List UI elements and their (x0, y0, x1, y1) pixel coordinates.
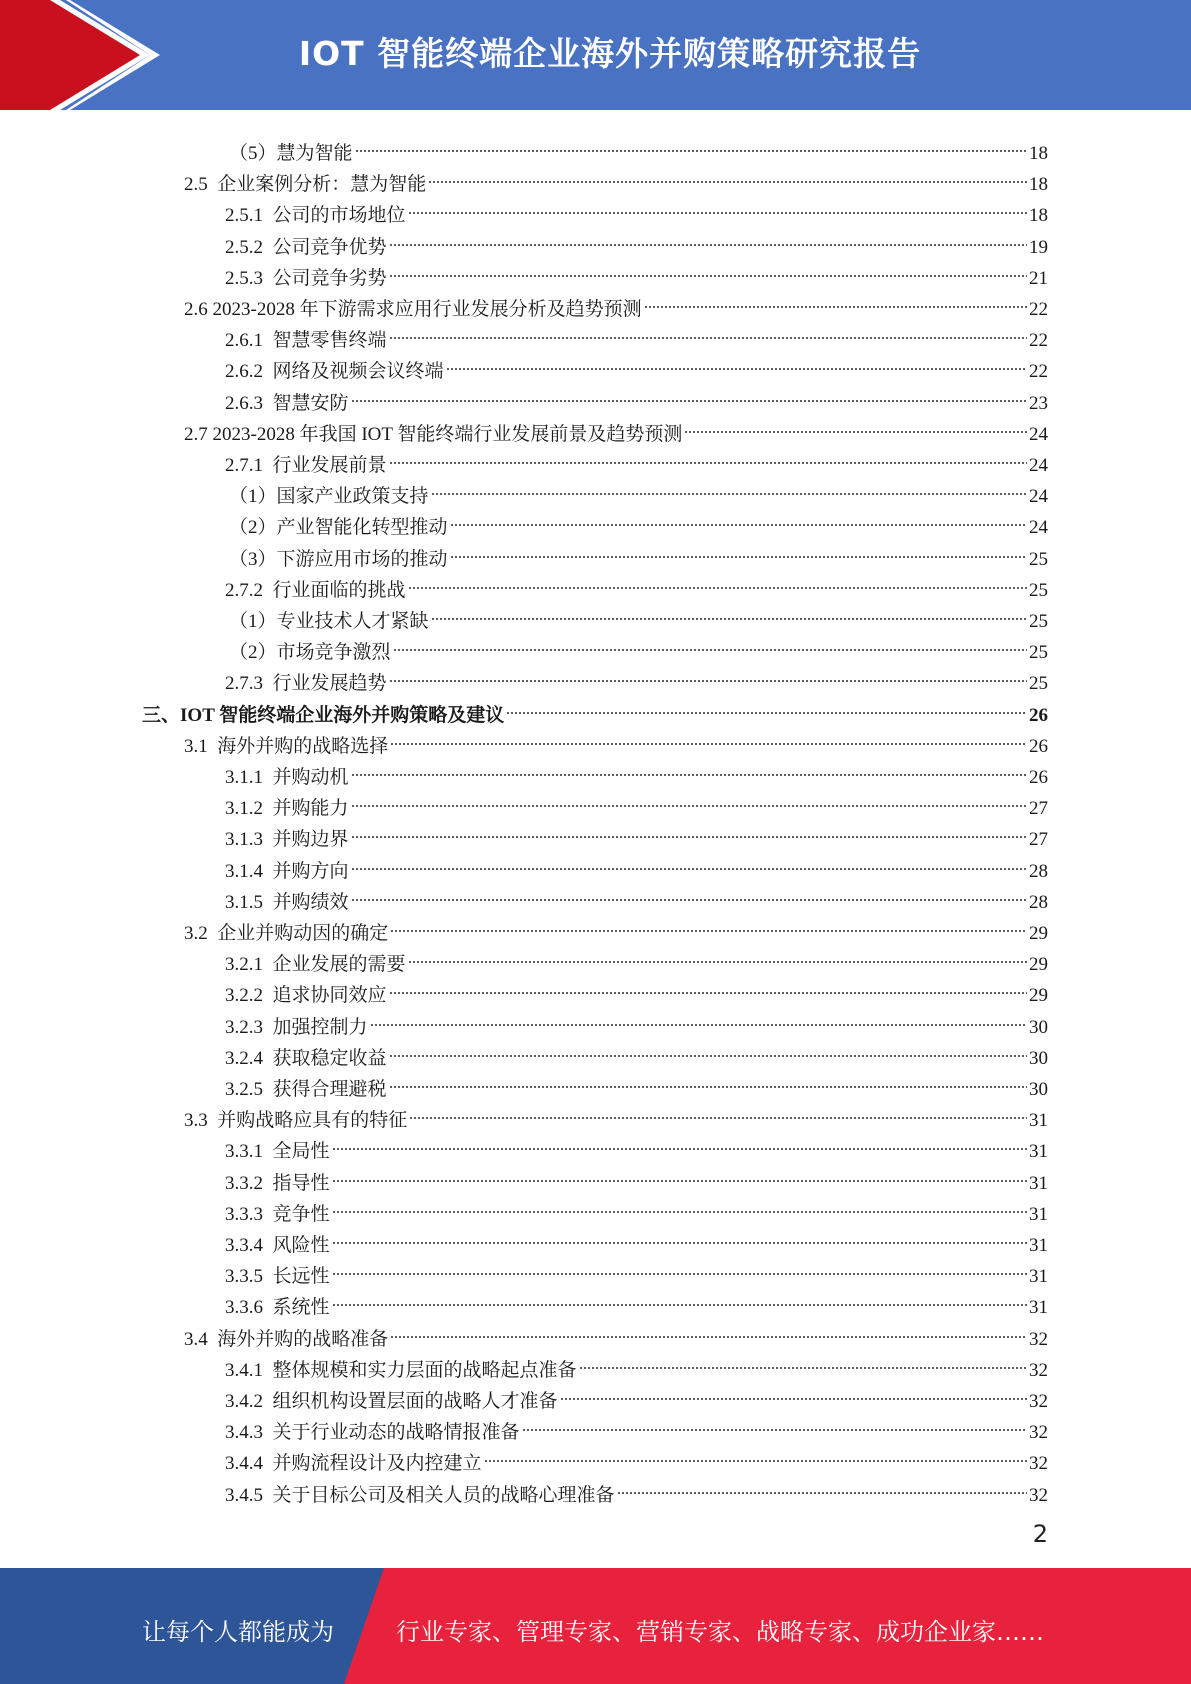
toc-entry-title: 行业发展前景 (272, 455, 387, 476)
toc-dot-leader (484, 1438, 1027, 1469)
toc-entry[interactable] (184, 1314, 1048, 1350)
toc-entry[interactable] (225, 1438, 1048, 1475)
toc-entry-page: 32 (1029, 1422, 1048, 1444)
toc-entry-title: 2023-2028 年我国 IOT 智能终端行业发展前景及趋势预测 (212, 423, 683, 445)
footer-roles: 行业专家、管理专家、营销专家、战略专家、成功企业家…… (396, 1618, 1044, 1646)
toc-entry-number: 2.7 (184, 423, 213, 445)
toc-entry-number: 2.5.3 (225, 267, 273, 289)
toc-entry-title: （1）专业技术人才紧缺 (229, 611, 429, 632)
toc-entry-number: 2.7.2 (225, 579, 273, 601)
toc-dot-leader (332, 1282, 1027, 1313)
toc-entry-number: 2.7.1 (225, 455, 273, 476)
toc-dot-leader (450, 534, 1027, 565)
toc-dot-leader (506, 690, 1027, 721)
toc-dot-leader (332, 1189, 1027, 1220)
toc-dot-leader (389, 658, 1027, 689)
toc-entry-page: 19 (1029, 236, 1048, 258)
toc-entry[interactable] (184, 284, 1048, 320)
toc-entry-page: 30 (1029, 1079, 1048, 1100)
toc-entry-page: 24 (1029, 455, 1048, 476)
toc-dot-leader (389, 253, 1027, 284)
toc-dot-leader (390, 1314, 1027, 1345)
toc-entry-title: 风险性 (272, 1235, 330, 1256)
toc-entry-number: 3.4.3 (225, 1422, 273, 1444)
toc-entry-page: 31 (1029, 1141, 1048, 1163)
toc-entry[interactable] (225, 1126, 1048, 1163)
toc-entry-page: 24 (1029, 423, 1048, 445)
toc-entry[interactable] (225, 970, 1048, 1007)
toc-entry[interactable] (229, 627, 1048, 664)
toc-entry-page: 32 (1029, 1453, 1048, 1475)
toc-entry-page: 18 (1029, 143, 1048, 164)
toc-entry[interactable] (142, 690, 1048, 726)
toc-dot-leader (409, 1095, 1027, 1126)
toc-entry-title: 公司竞争劣势 (272, 267, 387, 289)
toc-entry-page: 22 (1029, 361, 1048, 383)
toc-entry[interactable] (225, 565, 1048, 601)
toc-entry-number: 3.1.4 (225, 860, 273, 882)
toc-entry-page: 27 (1029, 798, 1048, 820)
toc-entry-title: 全局性 (272, 1141, 330, 1163)
toc-dot-leader (351, 378, 1027, 409)
toc-entry-number: 3.2.2 (225, 985, 273, 1007)
toc-dot-leader (446, 346, 1027, 377)
toc-entry-title: 并购方向 (272, 860, 349, 882)
toc-entry-title: 海外并购的战略选择 (217, 735, 389, 757)
toc-entry-number: 2.5.2 (225, 236, 273, 258)
toc-entry-title: 关于行业动态的战略情报准备 (272, 1422, 520, 1444)
toc-entry-title: 关于目标公司及相关人员的战略心理准备 (272, 1484, 615, 1506)
toc-entry[interactable] (229, 596, 1048, 632)
toc-entry[interactable] (184, 1095, 1048, 1132)
toc-dot-leader (428, 159, 1027, 190)
toc-entry[interactable] (184, 159, 1048, 196)
toc-entry-number: 3.3.1 (225, 1141, 273, 1163)
toc-dot-leader (351, 846, 1027, 877)
toc-entry[interactable] (225, 939, 1048, 976)
toc-dot-leader (389, 1064, 1027, 1095)
toc-entry-page: 18 (1029, 174, 1048, 196)
toc-entry-title: 行业面临的挑战 (272, 579, 406, 601)
toc-entry-number: 3.3.6 (225, 1297, 273, 1319)
toc-dot-leader (522, 1407, 1027, 1438)
toc-entry-title: 公司竞争优势 (272, 236, 387, 258)
toc-entry-number: 2.5 (184, 174, 218, 196)
toc-entry[interactable] (229, 128, 1048, 164)
toc-dot-leader (351, 752, 1027, 783)
report-title: IOT 智能终端企业海外并购策略研究报告 (298, 34, 922, 73)
toc-entry[interactable] (229, 502, 1048, 539)
toc-entry-page: 30 (1029, 1016, 1048, 1038)
toc-dot-leader (617, 1470, 1027, 1501)
toc-entry[interactable] (184, 721, 1048, 757)
toc-entry-page: 26 (1029, 767, 1048, 788)
toc-entry-title: 并购流程设计及内控建立 (272, 1453, 482, 1475)
toc-entry-title: 并购边界 (272, 829, 349, 851)
toc-entry-title: 网络及视频会议终端 (272, 361, 444, 383)
toc-entry-number: 3.3.3 (225, 1203, 273, 1225)
toc-entry[interactable] (229, 534, 1048, 570)
toc-entry-page: 25 (1029, 611, 1048, 632)
toc-entry-title: 组织机构设置层面的战略人才准备 (272, 1391, 558, 1412)
toc-entry[interactable] (225, 1158, 1048, 1194)
toc-entry-title: 行业发展趋势 (272, 673, 387, 695)
toc-entry-number: 3.4.5 (225, 1484, 273, 1506)
toc-entry[interactable] (184, 908, 1048, 944)
toc-entry-page: 31 (1029, 1110, 1048, 1132)
toc-entry[interactable] (225, 846, 1048, 882)
page-header (0, 0, 1191, 110)
toc-entry-number: 3.2.3 (225, 1016, 273, 1038)
toc-entry-title: 追求协同效应 (272, 985, 387, 1007)
toc-entry[interactable] (225, 253, 1048, 289)
toc-dot-leader (408, 190, 1027, 221)
toc-entry-page: 18 (1029, 205, 1048, 227)
toc-entry[interactable] (225, 222, 1048, 258)
toc-entry[interactable] (225, 1251, 1048, 1288)
toc-entry-page: 26 (1029, 735, 1048, 757)
toc-entry-number: 2.6.1 (225, 330, 273, 352)
toc-entry-number: 2.6 (184, 299, 213, 320)
toc-entry-number: 3.2 (184, 923, 218, 944)
toc-entry-title: 智慧安防 (272, 392, 349, 414)
toc-entry-number: 3.1.2 (225, 798, 273, 820)
toc-entry-title: 系统性 (272, 1297, 330, 1319)
toc-entry-title: 获取稳定收益 (272, 1047, 387, 1069)
toc-entry-page: 31 (1029, 1235, 1048, 1256)
footer-slogan: 让每个人都能成为 (142, 1618, 334, 1646)
toc-entry-number: 3.1 (184, 735, 218, 757)
toc-dot-leader (390, 908, 1027, 939)
toc-entry-number: 3.2.1 (225, 954, 273, 976)
toc-entry-page: 25 (1029, 642, 1048, 664)
toc-entry-page: 31 (1029, 1172, 1048, 1194)
toc-entry-number: 2.6.2 (225, 361, 273, 383)
toc-entry-page: 28 (1029, 891, 1048, 913)
toc-dot-leader (389, 970, 1027, 1001)
toc-dot-leader (390, 721, 1027, 752)
toc-entry[interactable] (225, 346, 1048, 383)
toc-entry-page: 32 (1029, 1484, 1048, 1506)
page-number: 2 (1032, 1520, 1048, 1548)
toc-entry-page: 25 (1029, 579, 1048, 601)
toc-entry-page: 22 (1029, 299, 1048, 320)
toc-entry-title: 整体规模和实力层面的战略起点准备 (272, 1359, 577, 1381)
toc-entry[interactable] (225, 1282, 1048, 1319)
toc-entry-title: 并购战略应具有的特征 (217, 1110, 408, 1132)
toc-entry-number: 3.4.1 (225, 1359, 273, 1381)
toc-entry[interactable] (225, 877, 1048, 913)
toc-entry-number: 3.1.5 (225, 891, 273, 913)
toc-entry-title: 海外并购的战略准备 (217, 1328, 389, 1350)
toc-entry-page: 29 (1029, 954, 1048, 976)
toc-dot-leader (332, 1251, 1027, 1282)
toc-dot-leader (332, 1220, 1027, 1251)
toc-dot-leader (370, 1002, 1027, 1033)
toc-dot-leader (389, 1033, 1027, 1064)
toc-entry-title: 企业发展的需要 (272, 954, 406, 976)
toc-entry[interactable] (225, 783, 1048, 820)
toc-entry[interactable] (225, 1033, 1048, 1069)
toc-entry[interactable] (225, 315, 1048, 352)
toc-entry-title: 获得合理避税 (272, 1079, 387, 1100)
toc-entry-number: 3.3.2 (225, 1172, 273, 1194)
toc-entry-number: 3.2.4 (225, 1047, 273, 1069)
toc-entry-number: 三、 (142, 704, 181, 726)
toc-dot-leader (408, 939, 1027, 970)
toc-entry-title: 2023-2028 年下游需求应用行业发展分析及趋势预测 (212, 299, 642, 320)
toc-entry[interactable] (225, 1407, 1048, 1444)
toc-entry-page: 26 (1029, 704, 1048, 726)
toc-entry-number: 3.3.4 (225, 1235, 273, 1256)
toc-entry-number: 3.4 (184, 1328, 218, 1350)
toc-dot-leader (560, 1376, 1027, 1407)
toc-entry-number: 3.4.4 (225, 1453, 273, 1475)
toc-entry-page: 29 (1029, 923, 1048, 944)
toc-entry-page: 30 (1029, 1047, 1048, 1069)
toc-dot-leader (389, 222, 1027, 253)
toc-entry-page: 25 (1029, 673, 1048, 695)
toc-entry-title: IOT 智能终端企业海外并购策略及建议 (180, 704, 505, 726)
toc-entry-page: 32 (1029, 1359, 1048, 1381)
toc-entry-page: 24 (1029, 486, 1048, 508)
toc-entry-page: 24 (1029, 517, 1048, 539)
toc-entry-title: 企业并购动因的确定 (217, 923, 389, 944)
toc-entry-title: 智慧零售终端 (272, 330, 387, 352)
toc-entry[interactable] (225, 814, 1048, 851)
toc-entry-title: 并购能力 (272, 798, 349, 820)
toc-entry[interactable] (225, 1064, 1048, 1100)
toc-dot-leader (579, 1345, 1027, 1376)
toc-entry-title: （2）产业智能化转型推动 (229, 517, 448, 539)
toc-entry-title: （2）市场竞争激烈 (229, 642, 391, 664)
toc-entry[interactable] (225, 190, 1048, 227)
toc-entry-number: 2.6.3 (225, 392, 273, 414)
toc-entry-title: 公司的市场地位 (272, 205, 406, 227)
toc-dot-leader (351, 877, 1027, 908)
toc-entry-number: 3.1.3 (225, 829, 273, 851)
toc-entry-title: （5）慧为智能 (229, 143, 353, 164)
toc-dot-leader (351, 814, 1027, 845)
toc-entry-number: 3.4.2 (225, 1391, 273, 1412)
toc-dot-leader (351, 783, 1027, 814)
toc-entry-title: 竞争性 (272, 1203, 330, 1225)
toc-entry[interactable] (225, 752, 1048, 788)
toc-entry-page: 32 (1029, 1391, 1048, 1412)
toc-entry-number: 2.5.1 (225, 205, 273, 227)
toc-entry-title: 长远性 (272, 1266, 330, 1288)
toc-entry-page: 31 (1029, 1297, 1048, 1319)
toc-entry[interactable] (225, 1220, 1048, 1256)
toc-dot-leader (644, 284, 1027, 315)
toc-entry-number: 3.1.1 (225, 767, 273, 788)
toc-entry-title: 加强控制力 (272, 1016, 368, 1038)
toc-dot-leader (389, 440, 1027, 471)
toc-entry[interactable] (225, 1189, 1048, 1225)
toc-entry[interactable] (229, 471, 1048, 508)
toc-entry[interactable] (225, 1470, 1048, 1506)
toc-entry-title: （3）下游应用市场的推动 (229, 548, 448, 570)
toc-dot-leader (450, 502, 1027, 533)
toc-dot-leader (431, 471, 1027, 502)
toc-entry-number: 2.7.3 (225, 673, 273, 695)
toc-entry-page: 23 (1029, 392, 1048, 414)
toc-entry-number: 3.3 (184, 1110, 218, 1132)
toc-entry[interactable] (184, 409, 1048, 445)
toc-entry-page: 25 (1029, 548, 1048, 570)
toc-entry[interactable] (225, 1376, 1048, 1412)
toc-entry-number: 3.2.5 (225, 1079, 273, 1100)
toc-entry-page: 29 (1029, 985, 1048, 1007)
toc-entry-page: 32 (1029, 1328, 1048, 1350)
toc-dot-leader (332, 1158, 1027, 1189)
page-footer (0, 1568, 1191, 1684)
toc-entry-page: 31 (1029, 1203, 1048, 1225)
toc-entry-title: 企业案例分析：慧为智能 (217, 174, 427, 196)
toc-entry-title: 并购绩效 (272, 891, 349, 913)
toc-dot-leader (393, 627, 1027, 658)
toc-entry[interactable] (225, 378, 1048, 414)
toc-entry-title: 指导性 (272, 1172, 330, 1194)
toc-dot-leader (332, 1126, 1027, 1157)
toc-entry[interactable] (225, 1345, 1048, 1381)
toc-entry-title: 并购动机 (272, 767, 349, 788)
toc-entry-page: 21 (1029, 267, 1048, 289)
toc-dot-leader (408, 565, 1027, 596)
toc-dot-leader (684, 409, 1027, 440)
toc-entry-number: 3.3.5 (225, 1266, 273, 1288)
toc-entry-page: 27 (1029, 829, 1048, 851)
toc-entry-page: 28 (1029, 860, 1048, 882)
toc-entry[interactable] (225, 1002, 1048, 1038)
toc-dot-leader (389, 315, 1027, 346)
toc-entry[interactable] (225, 440, 1048, 476)
toc-entry-page: 22 (1029, 330, 1048, 352)
toc-entry-title: （1）国家产业政策支持 (229, 486, 429, 508)
toc-entry[interactable] (225, 658, 1048, 695)
toc-dot-leader (431, 596, 1027, 627)
toc-entry-page: 31 (1029, 1266, 1048, 1288)
toc-dot-leader (355, 128, 1027, 159)
